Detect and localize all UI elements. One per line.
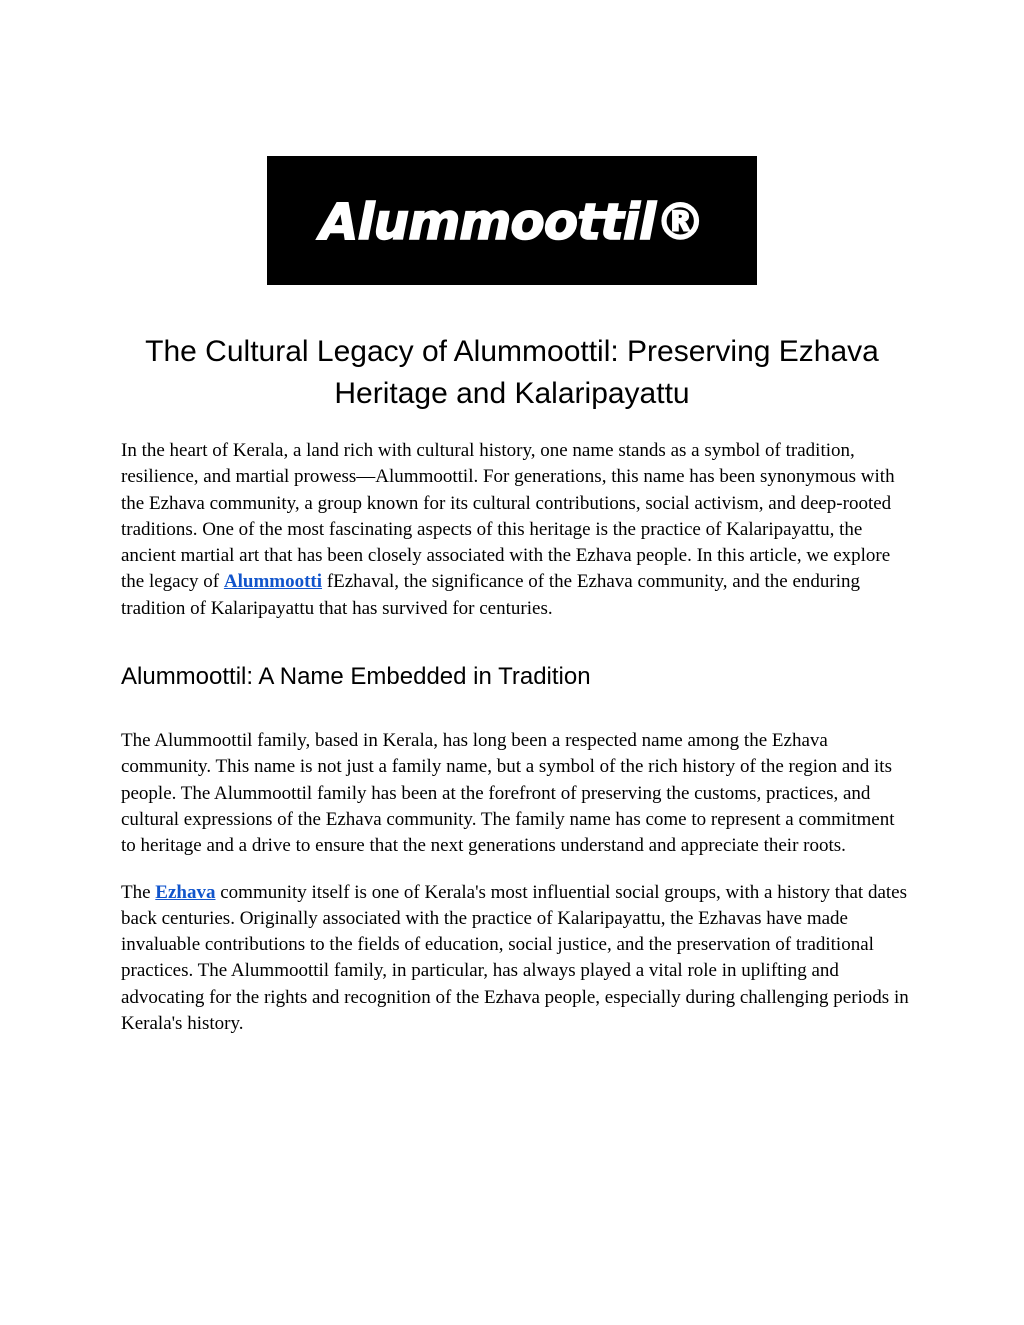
alummoottil-logo xyxy=(312,176,712,266)
community-paragraph xyxy=(121,880,911,1038)
family-paragraph: The Alummoottil family, based in Kerala, has long been a respected name among the Ezhava community. This name is not just a family name, but a symbol of the rich history of the region and its people. The Alummoottil family has been at the forefront of preserving the customs, practices, and cultural expressions of the Ezhava community. The family name has come to represent a commitment to heritage and a drive to ensure that the next generations understand and appreciate their roots. xyxy=(121,730,895,857)
community-text-start: The xyxy=(121,881,156,903)
community-text-end: community itself is one of Kerala's most influential social groups, with a history that dates back centuries. Originally associated with the practice of Kalaripayattu, the Ezhavas have made invaluable contributions to the fields of education, social justice, and the preservation of traditional practices. The Alummoottil family, in particular, has always played a vital role in uplifting and advocating for the rights and recognition of the Ezhava people, especially during challenging periods in Kerala's history. xyxy=(121,881,909,1035)
logo-banner xyxy=(267,156,757,285)
section-heading: Alummoottil: A Name Embedded in Tradition xyxy=(121,663,591,691)
intro-paragraph xyxy=(121,438,911,622)
alummootti-link[interactable]: Alummootti xyxy=(223,571,323,593)
ezhava-link[interactable]: Ezhava xyxy=(155,881,216,903)
svg-text:Alummoottil®: Alummoottil® xyxy=(319,192,705,251)
article-body xyxy=(121,438,911,1037)
intro-text-end: fEzhaval, the significance of the Ezhava community, and the enduring tradition of Kalaripayattu that has survived for centuries. xyxy=(121,571,860,619)
page-title: The Cultural Legacy of Alummoottil: Preserving Ezhava Heritage and Kalaripayattu xyxy=(145,335,879,410)
intro-text-start: In the heart of Kerala, a land rich with cultural history, one name stands as a symbol of tradition, resilience, and martial prowess—Alummoottil. For generations, this name has been synonymous with the Ezhava community, a group known for its cultural contributions, social activism, and deep-rooted traditions. One of the most fascinating aspects of this heritage is the practice of Kalaripayattu, the ancient martial art that has been closely associated with the Ezhava people. In this article, we explore the legacy of xyxy=(121,440,895,593)
